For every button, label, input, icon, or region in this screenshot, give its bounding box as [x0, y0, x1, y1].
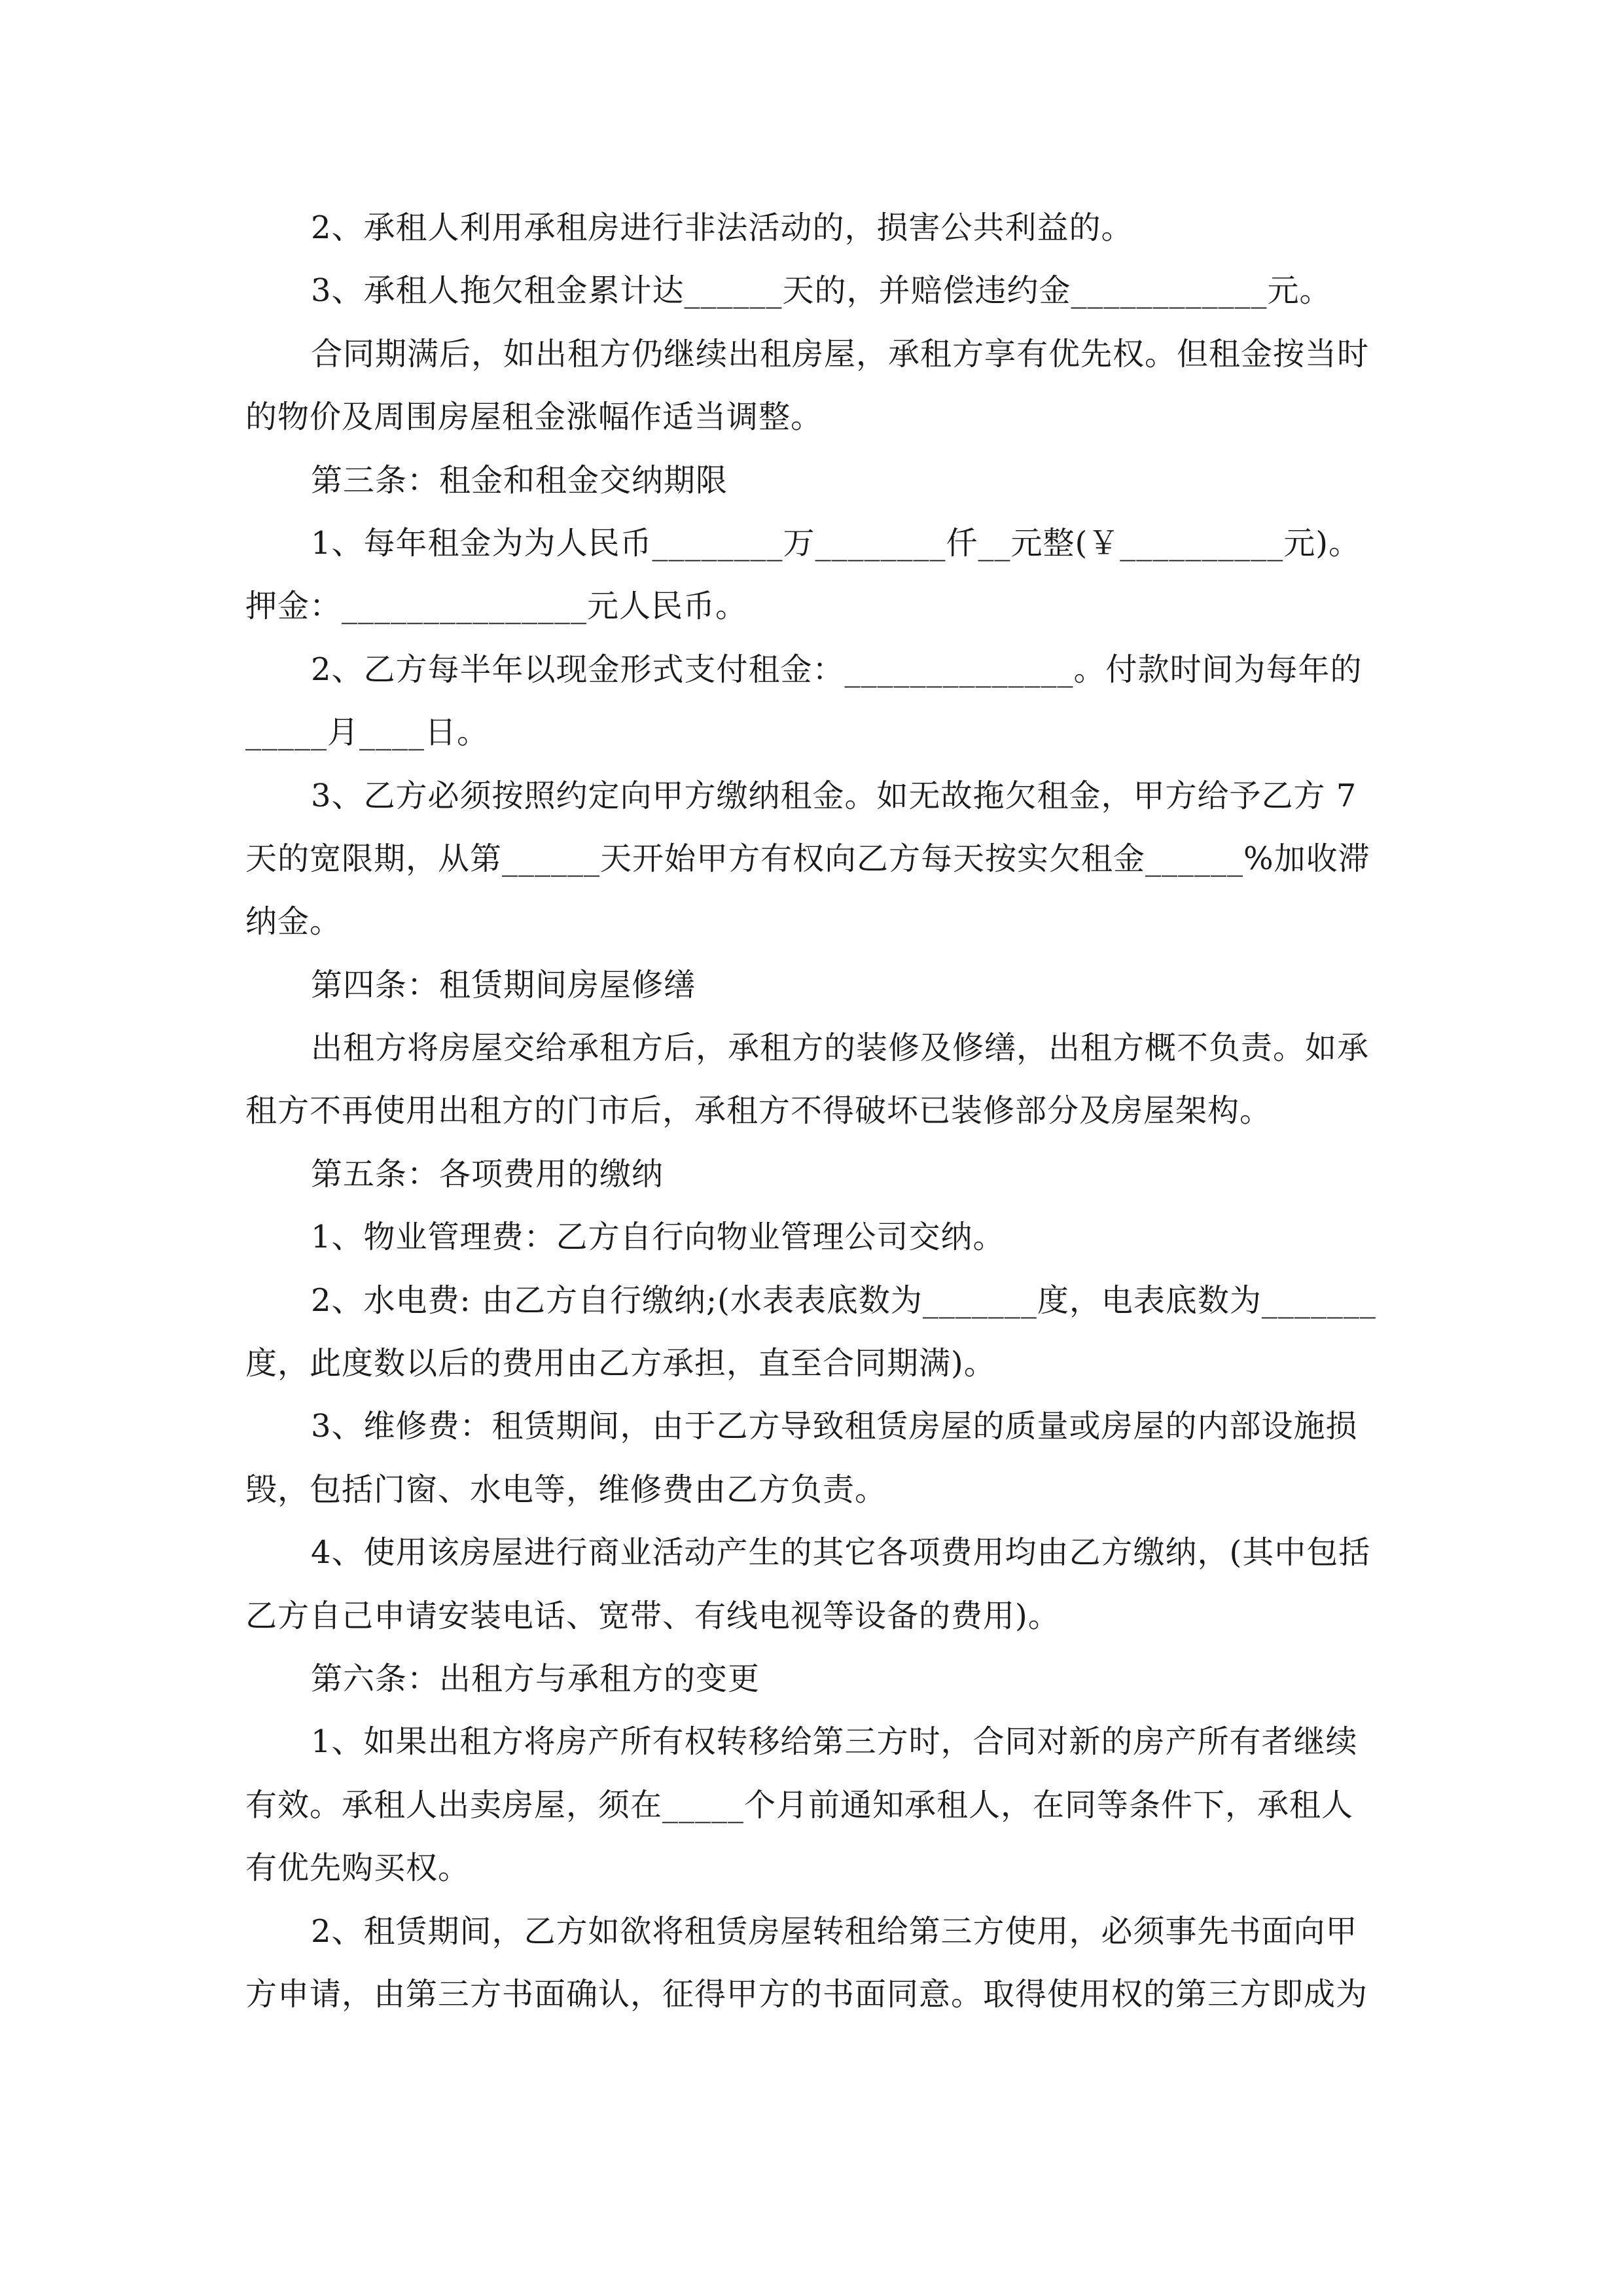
paragraph-line: 有效。承租人出卖房屋，须在_____个月前通知承租人，在同等条件下，承租人 — [245, 1786, 1354, 1823]
paragraph-line: 度，此度数以后的费用由乙方承担，直至合同期满)。 — [245, 1345, 996, 1382]
section-heading-article-6: 第六条：出租方与承租方的变更 — [311, 1660, 760, 1697]
paragraph-line: 有优先购买权。 — [245, 1850, 471, 1887]
utility-fee-line: 2、水电费: 由乙方自行缴纳;(水表表底数为_______度，电表底数为_______ — [311, 1282, 1376, 1319]
paragraph-line: 租方不再使用出租方的门市后，承租方不得破坏已装修部分及房屋架构。 — [245, 1092, 1272, 1130]
rent-amount-line: 1、每年租金为为人民币________万________仟__元整(￥__________元)。 — [311, 524, 1361, 562]
section-heading-article-5: 第五条：各项费用的缴纳 — [311, 1155, 664, 1193]
paragraph-line: 合同期满后，如出租方仍继续出租房屋，承租方享有优先权。但租金按当时 — [311, 335, 1370, 372]
paragraph-line: 3、乙方必须按照约定向甲方缴纳租金。如无故拖欠租金，甲方给予乙方 7 — [311, 777, 1357, 814]
clause-2-illegal-activity: 2、承租人利用承租房进行非法活动的，损害公共利益的。 — [311, 209, 1133, 246]
paragraph-line: 1、如果出租方将房产所有权转移给第三方时，合同对新的房产所有者继续 — [311, 1723, 1358, 1761]
section-heading-article-4: 第四条：租赁期间房屋修缮 — [311, 966, 696, 1003]
property-fee-line: 1、物业管理费：乙方自行向物业管理公司交纳。 — [311, 1219, 1005, 1256]
paragraph-line: 出租方将房屋交给承租方后，承租方的装修及修缮，出租方概不负责。如承 — [311, 1030, 1370, 1067]
paragraph-line: 毁，包括门窗、水电等，维修费由乙方负责。 — [245, 1471, 887, 1508]
document-body — [245, 196, 1378, 2026]
paragraph-line: 纳金。 — [245, 903, 342, 941]
deposit-line: 押金：_______________元人民币。 — [245, 588, 748, 625]
paragraph-line: 的物价及周围房屋租金涨幅作适当调整。 — [245, 399, 823, 436]
paragraph-line: 方申请，由第三方书面确认，征得甲方的书面同意。取得使用权的第三方即成为 — [245, 1975, 1368, 2013]
paragraph-line: 乙方自己申请安装电话、宽带、有线电视等设备的费用)。 — [245, 1597, 1060, 1634]
paragraph-line: 天的宽限期，从第______天开始甲方有权向乙方每天按实欠租金______%加收滞 — [245, 840, 1370, 877]
payment-date-line: _____月____日。 — [245, 714, 490, 751]
clause-3-rent-arrears: 3、承租人拖欠租金累计达______天的，并赔偿违约金____________元。 — [311, 272, 1332, 310]
section-heading-article-3: 第三条：租金和租金交纳期限 — [311, 461, 728, 499]
other-fees-line: 4、使用该房屋进行商业活动产生的其它各项费用均由乙方缴纳，(其中包括 — [311, 1534, 1371, 1571]
payment-method-line: 2、乙方每半年以现金形式支付租金：______________。付款时间为每年的 — [311, 651, 1363, 688]
paragraph-line: 2、租赁期间，乙方如欲将租赁房屋转租给第三方使用，必须事先书面向甲 — [311, 1912, 1358, 1950]
repair-fee-line: 3、维修费：租赁期间，由于乙方导致租赁房屋的质量或房屋的内部设施损 — [311, 1408, 1358, 1445]
